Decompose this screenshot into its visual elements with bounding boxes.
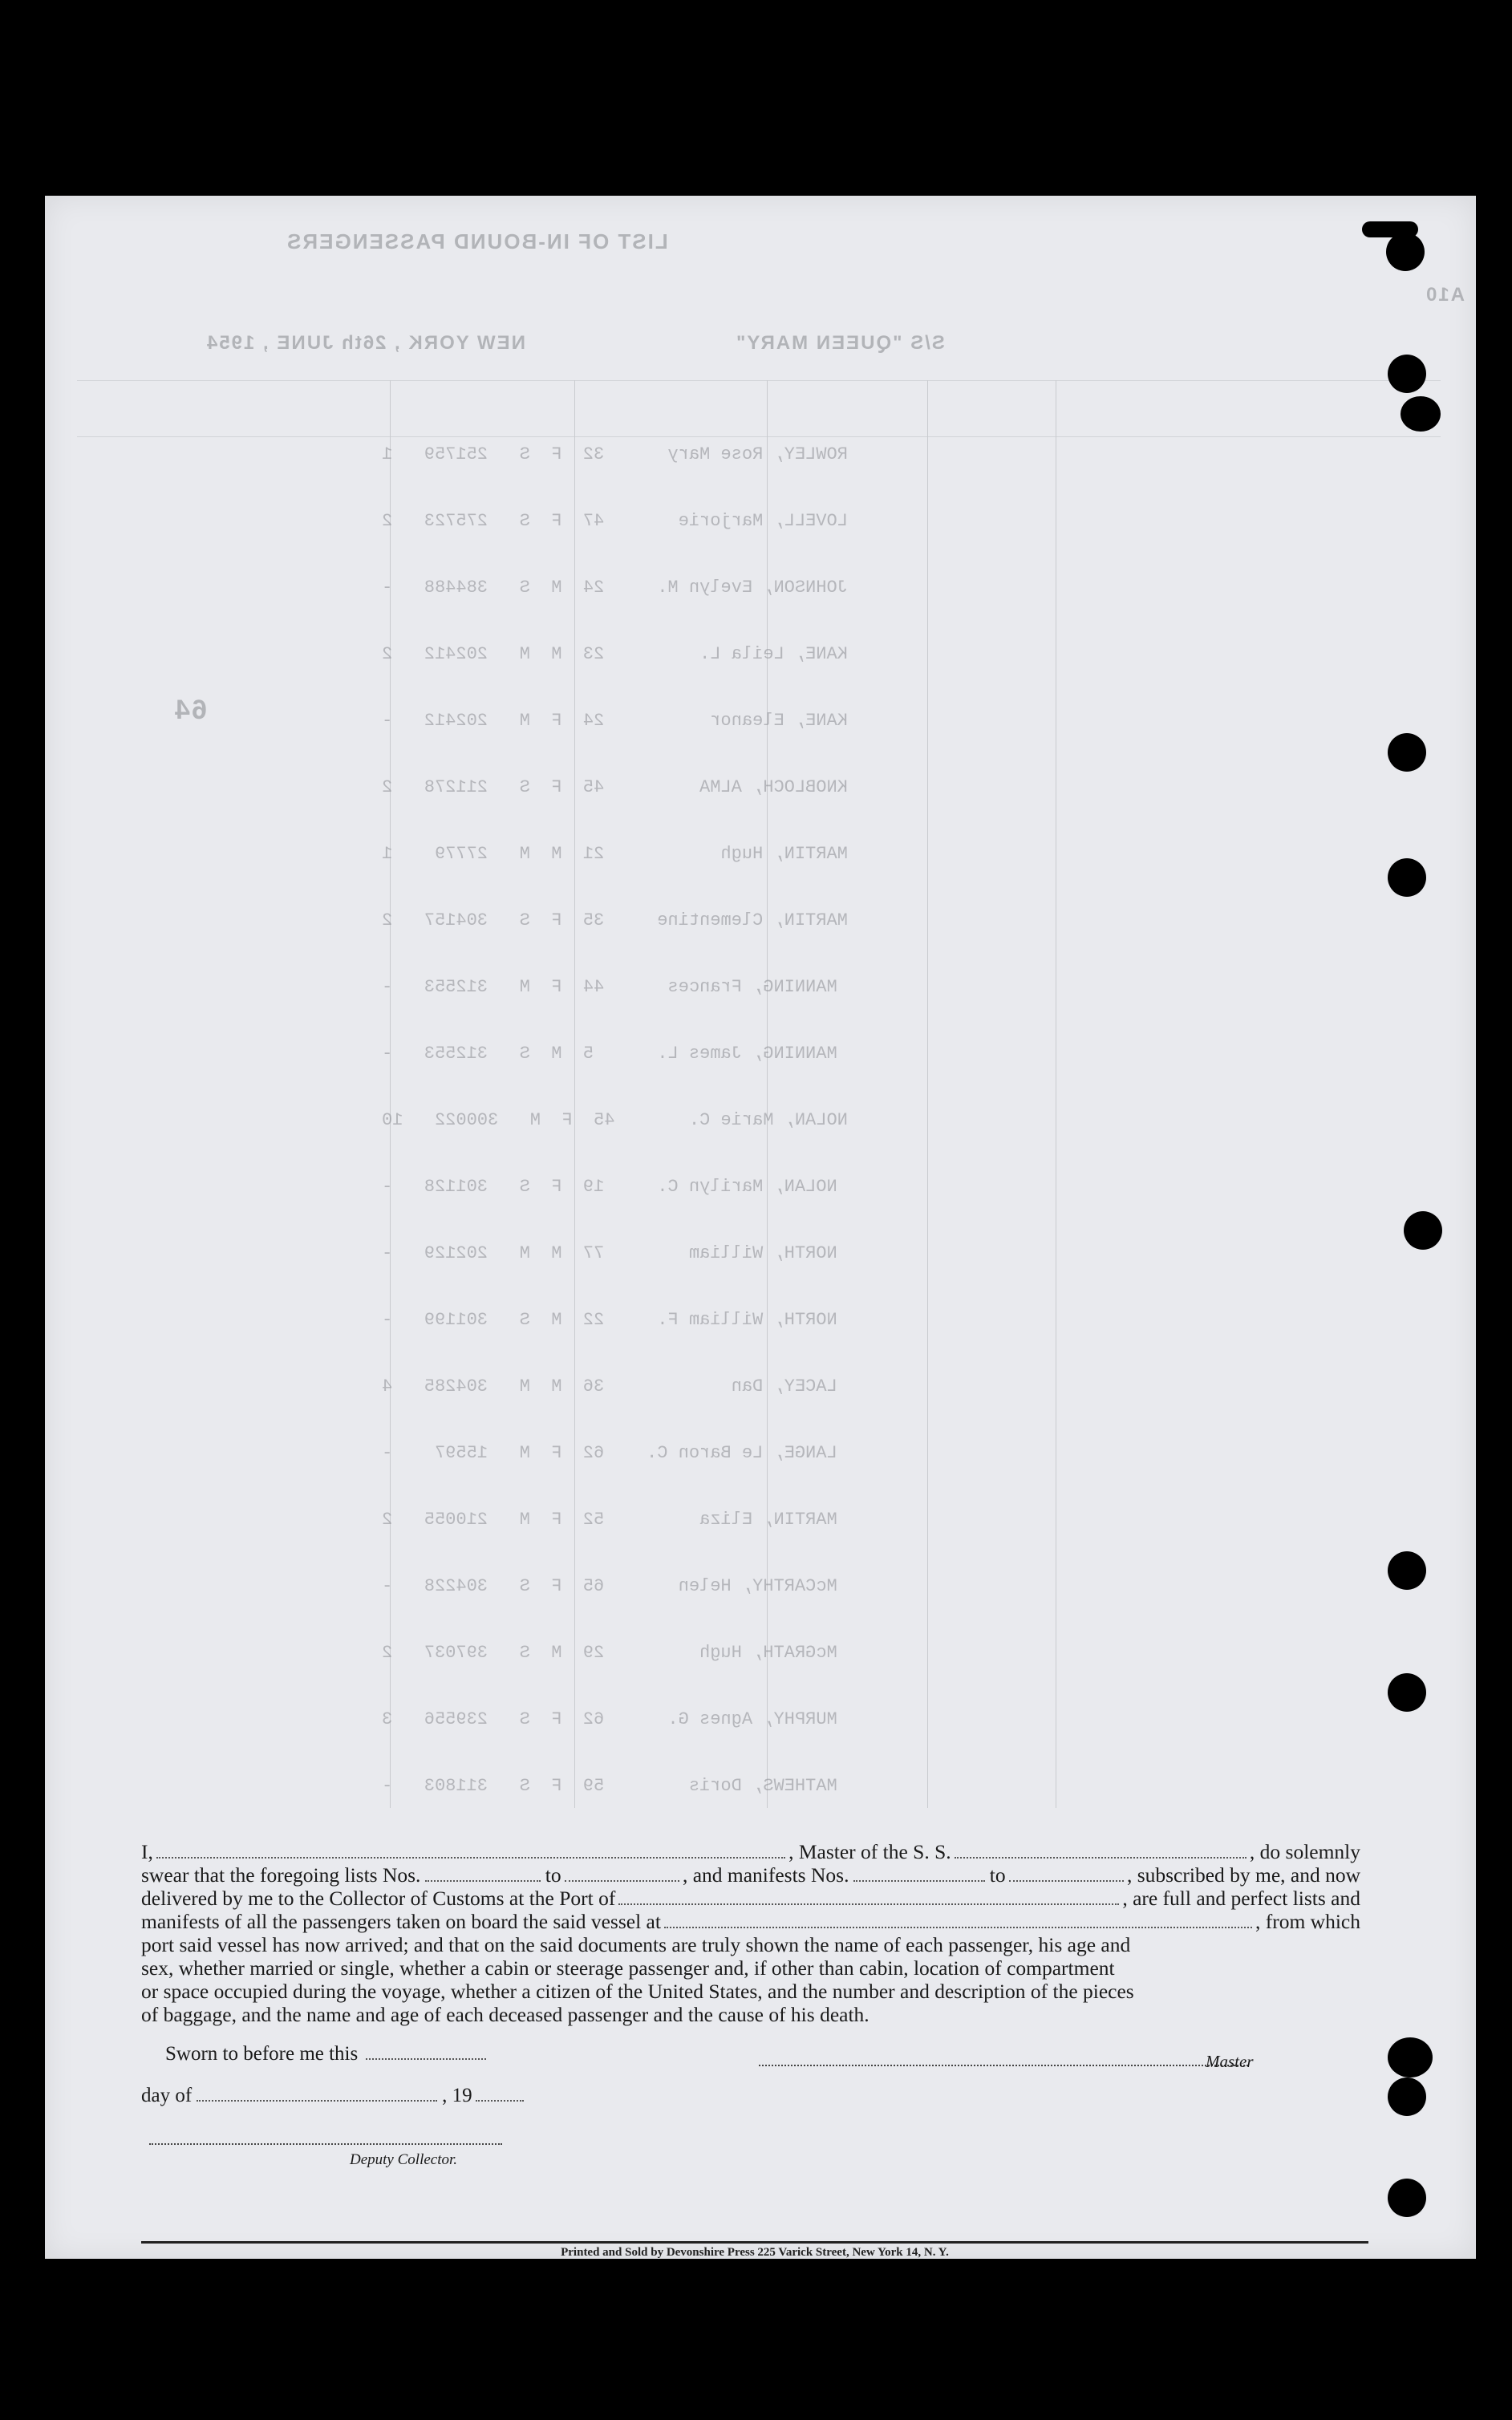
bleed-through-row: MATHEWS, Doris 59 F S 311803 - bbox=[382, 1776, 837, 1796]
oath-to-2: to bbox=[989, 1863, 1006, 1887]
master-name-field[interactable] bbox=[156, 1841, 785, 1859]
bleed-through-row: KANE, Leila L. 23 M M 202412 2 bbox=[382, 644, 848, 664]
deputy-collector-label: Deputy Collector. bbox=[350, 2151, 458, 2168]
oath-swear-lists: swear that the foregoing lists Nos. bbox=[141, 1863, 421, 1887]
bleed-through-row: LANGE, Le Baron C. 62 F M 15597 - bbox=[382, 1443, 837, 1463]
bleed-through-page-number: 64 bbox=[173, 695, 207, 725]
bleed-through-row: NORTH, William F. 22 M S 301199 - bbox=[382, 1310, 837, 1330]
bleed-through-row: McCARTHY, Helen 65 F S 304228 - bbox=[382, 1576, 837, 1596]
oath-manifests-of: manifests of all the passengers taken on board the said vessel at bbox=[141, 1910, 661, 1933]
binder-hole bbox=[1388, 858, 1426, 897]
footer-rule bbox=[141, 2241, 1368, 2244]
bleed-through-vessel: S/S "QUEEN MARY" bbox=[735, 332, 945, 354]
oath-line-7: or space occupied during the voyage, whether a citizen of the United States, and the number and description of the pieces bbox=[141, 1980, 1134, 2003]
deputy-collector-signature-line[interactable] bbox=[149, 2143, 502, 2145]
bleed-through-row: KNOBLOCH, ALMA 45 F S 211278 2 bbox=[382, 777, 848, 797]
oath-from-which: , from which bbox=[1255, 1910, 1360, 1933]
bleed-through-row: MARTIN, Eliza 52 F M 210055 2 bbox=[382, 1510, 837, 1530]
oath-line-6: sex, whether married or single, whether a cabin or steerage passenger and, if other than cabin, location of compartment bbox=[141, 1956, 1115, 1980]
bleed-through-row: MANNING, Frances 44 F M 312553 - bbox=[382, 977, 837, 997]
oath-delivered: delivered by me to the Collector of Customs at the Port of bbox=[141, 1887, 616, 1910]
oath-line-5: port said vessel has now arrived; and that on the said documents are truly shown the name of each passenger, his age and bbox=[141, 1933, 1131, 1956]
bleed-through-row: NOLAN, Marilyn C. 19 F S 301128 - bbox=[382, 1177, 837, 1197]
binder-hole bbox=[1388, 733, 1426, 772]
master-signature-line[interactable] bbox=[759, 2065, 1248, 2066]
oath-to-1: to bbox=[545, 1863, 561, 1887]
lists-from-field[interactable] bbox=[425, 1864, 540, 1882]
oath-master-of: , Master of the S. S. bbox=[788, 1840, 951, 1863]
sworn-line bbox=[165, 2042, 486, 2065]
sworn-day-field[interactable] bbox=[366, 2042, 486, 2060]
binder-hole bbox=[1404, 1211, 1442, 1250]
oath-and-manifests: , and manifests Nos. bbox=[682, 1863, 849, 1887]
master-oath bbox=[141, 1840, 1360, 2026]
lists-to-field[interactable] bbox=[565, 1864, 679, 1882]
bleed-through-corner-mark: A10 bbox=[1425, 284, 1465, 306]
day-of-line bbox=[141, 2084, 524, 2107]
bleed-through-row: MANNING, James L. 5 M S 312553 - bbox=[382, 1044, 837, 1064]
bleed-through-row: MARTIN, Hugh 21 M M 27779 1 bbox=[382, 844, 848, 864]
sworn-before-text: Sworn to before me this bbox=[165, 2043, 359, 2065]
oath-line-8: of baggage, and the name and age of each deceased passenger and the cause of his death. bbox=[141, 2003, 870, 2026]
bleed-through-row: MURPHY, Agnes G. 62 F S 239556 3 bbox=[382, 1709, 837, 1729]
printer-imprint: Printed and Sold by Devonshire Press 225 Varick Street, New York 14, N. Y. bbox=[561, 2246, 949, 2259]
oath-i: I, bbox=[141, 1840, 153, 1863]
binder-hole bbox=[1386, 233, 1425, 271]
oath-full-perfect: , are full and perfect lists and bbox=[1122, 1887, 1360, 1910]
corner-tab bbox=[1362, 221, 1418, 237]
master-label: Master bbox=[1206, 2052, 1254, 2071]
oath-solemnly: , do solemnly bbox=[1249, 1840, 1361, 1863]
bleed-through-row: NOLAN, Marie C. 45 F M 300022 10 bbox=[382, 1110, 848, 1130]
day-of-text: day of bbox=[141, 2085, 193, 2106]
bleed-through-row: JOHNSON, Evelyn M. 24 M S 384488 - bbox=[382, 578, 848, 598]
binder-hole bbox=[1388, 2077, 1426, 2116]
binder-hole bbox=[1388, 2179, 1426, 2217]
binder-hole bbox=[1401, 396, 1441, 432]
bleed-through-row: MARTIN, Clementine 35 F S 304157 2 bbox=[382, 910, 848, 930]
binder-hole bbox=[1388, 1551, 1426, 1590]
embarkation-port-field[interactable] bbox=[664, 1911, 1252, 1928]
oath-subscribed: , subscribed by me, and now bbox=[1126, 1863, 1361, 1887]
manifests-to-field[interactable] bbox=[1009, 1864, 1124, 1882]
bleed-through-row: LACEY, Dan 36 M M 304285 4 bbox=[382, 1376, 837, 1396]
year-field[interactable] bbox=[476, 2084, 524, 2102]
bleed-through-row: NORTH, William 77 M M 202129 - bbox=[382, 1243, 837, 1263]
year-prefix-text: , 19 bbox=[442, 2085, 472, 2106]
vessel-name-field[interactable] bbox=[955, 1841, 1246, 1859]
bleed-through-row: LOVELL, Marjorie 47 F S 275723 2 bbox=[382, 511, 848, 531]
bleed-through-header: LIST OF IN-BOUND PASSENGERS bbox=[286, 229, 668, 253]
binder-hole bbox=[1388, 1673, 1426, 1712]
bleed-through-port-date: NEW YORK , 26th JUNE , 1954 bbox=[205, 332, 525, 354]
bleed-through-row: McGRATH, Hugh 29 M S 397037 2 bbox=[382, 1643, 837, 1663]
month-field[interactable] bbox=[197, 2084, 437, 2102]
manifest-page bbox=[45, 196, 1476, 2259]
binder-hole bbox=[1388, 2037, 1433, 2077]
bleed-through-row: KANE, Eleanor 24 F M 202412 - bbox=[382, 711, 848, 731]
manifests-from-field[interactable] bbox=[853, 1864, 984, 1882]
bleed-through-row: ROWLEY, Rose Mary 32 F S 251759 1 bbox=[382, 444, 848, 464]
binder-hole bbox=[1388, 355, 1426, 393]
port-field[interactable] bbox=[618, 1887, 1119, 1905]
